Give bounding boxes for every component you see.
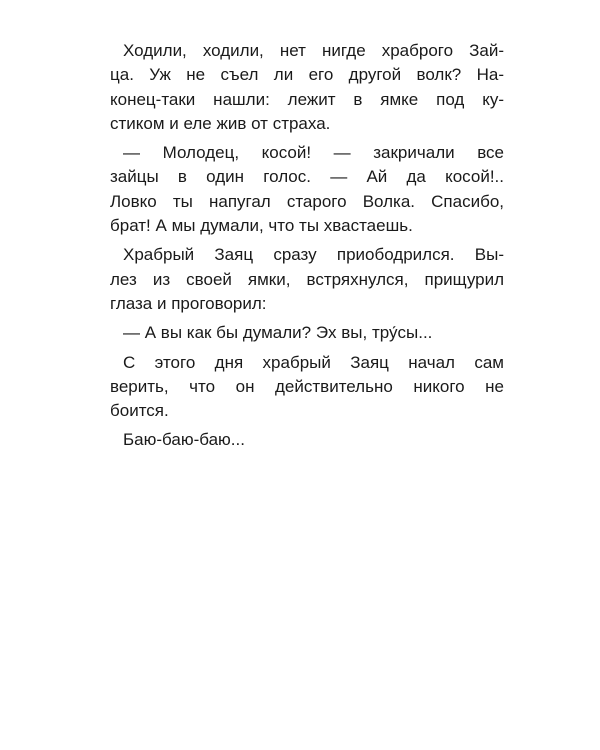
text-line: боится.: [110, 401, 169, 421]
text-line: зайцы в один голос. — Ай да косой!..: [110, 167, 504, 187]
paragraph-1: [110, 39, 504, 136]
text-line: стиком и еле жив от страха.: [110, 113, 331, 133]
text-line: ца. Уж не съел ли его другой волк? На-: [110, 65, 504, 85]
paragraph-4: [110, 321, 504, 345]
text-line: Ходили, ходили, нет нигде храброго Зай-: [123, 41, 504, 60]
text-line: Баю-баю-баю...: [123, 430, 245, 450]
paragraph-3: [110, 243, 504, 316]
paragraph-6: [110, 428, 504, 452]
text-line: Храбрый Заяц сразу приободрился. Вы-: [123, 245, 504, 265]
paragraph-5: [110, 351, 504, 424]
story-text: [110, 39, 504, 453]
text-line: Ловко ты напугал старого Волка. Спасибо,: [110, 191, 504, 211]
text-line: верить, что он действительно никого не: [110, 376, 504, 396]
text-line: С этого дня храбрый Заяц начал сам: [123, 352, 504, 372]
paragraph-2: [110, 141, 504, 238]
text-line: — А вы как бы думали? Эх вы, тру́сы...: [123, 323, 433, 343]
text-line: брат! А мы думали, что ты хвастаешь.: [110, 216, 413, 236]
text-line: глаза и проговорил:: [110, 293, 267, 313]
text-line: — Молодец, косой! — закричали все: [123, 143, 504, 163]
text-line: лез из своей ямки, встряхнулся, прищурил: [110, 269, 504, 289]
text-line: конец-таки нашли: лежит в ямке под ку-: [110, 89, 504, 109]
